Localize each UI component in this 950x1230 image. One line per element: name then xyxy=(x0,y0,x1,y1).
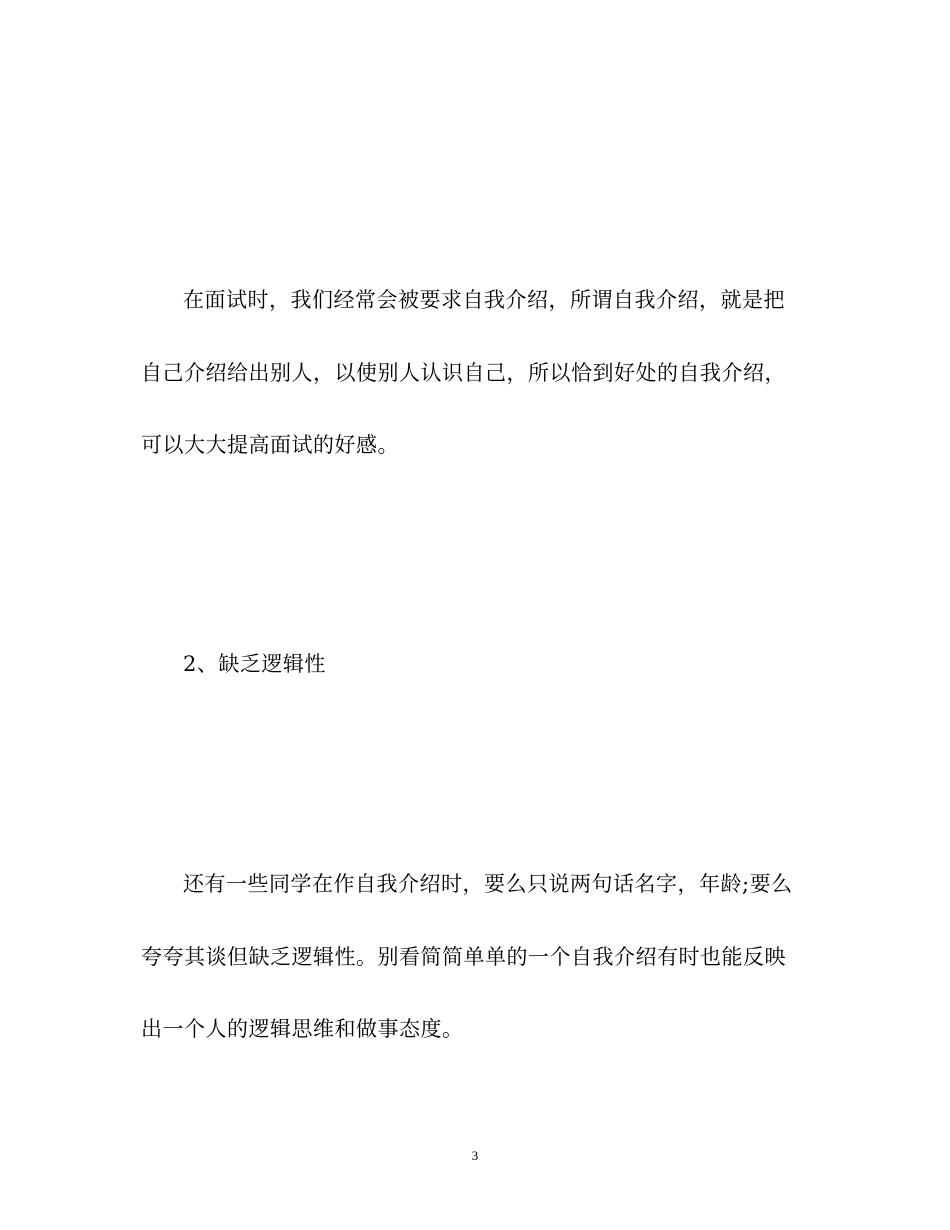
section-heading: 2、缺乏逻辑性 xyxy=(183,652,326,676)
paragraph-1-line-1: 在面试时，我们经常会被要求自我介绍，所谓自我介绍，就是把 xyxy=(183,288,785,312)
paragraph-1-line-3: 可以大大提高面试的好感。 xyxy=(141,433,399,457)
page-number: 3 xyxy=(471,1148,479,1163)
paragraph-2-line-2: 夸夸其谈但缺乏逻辑性。别看简简单单的一个自我介绍有时也能反映 xyxy=(141,945,786,969)
paragraph-2-line-1: 还有一些同学在作自我介绍时，要么只说两句话名字，年龄;要么 xyxy=(183,872,793,896)
paragraph-2-line-3: 出一个人的逻辑思维和做事态度。 xyxy=(141,1017,464,1041)
paragraph-1-line-2: 自己介绍给出别人，以使别人认识自己，所以恰到好处的自我介绍， xyxy=(141,361,786,385)
